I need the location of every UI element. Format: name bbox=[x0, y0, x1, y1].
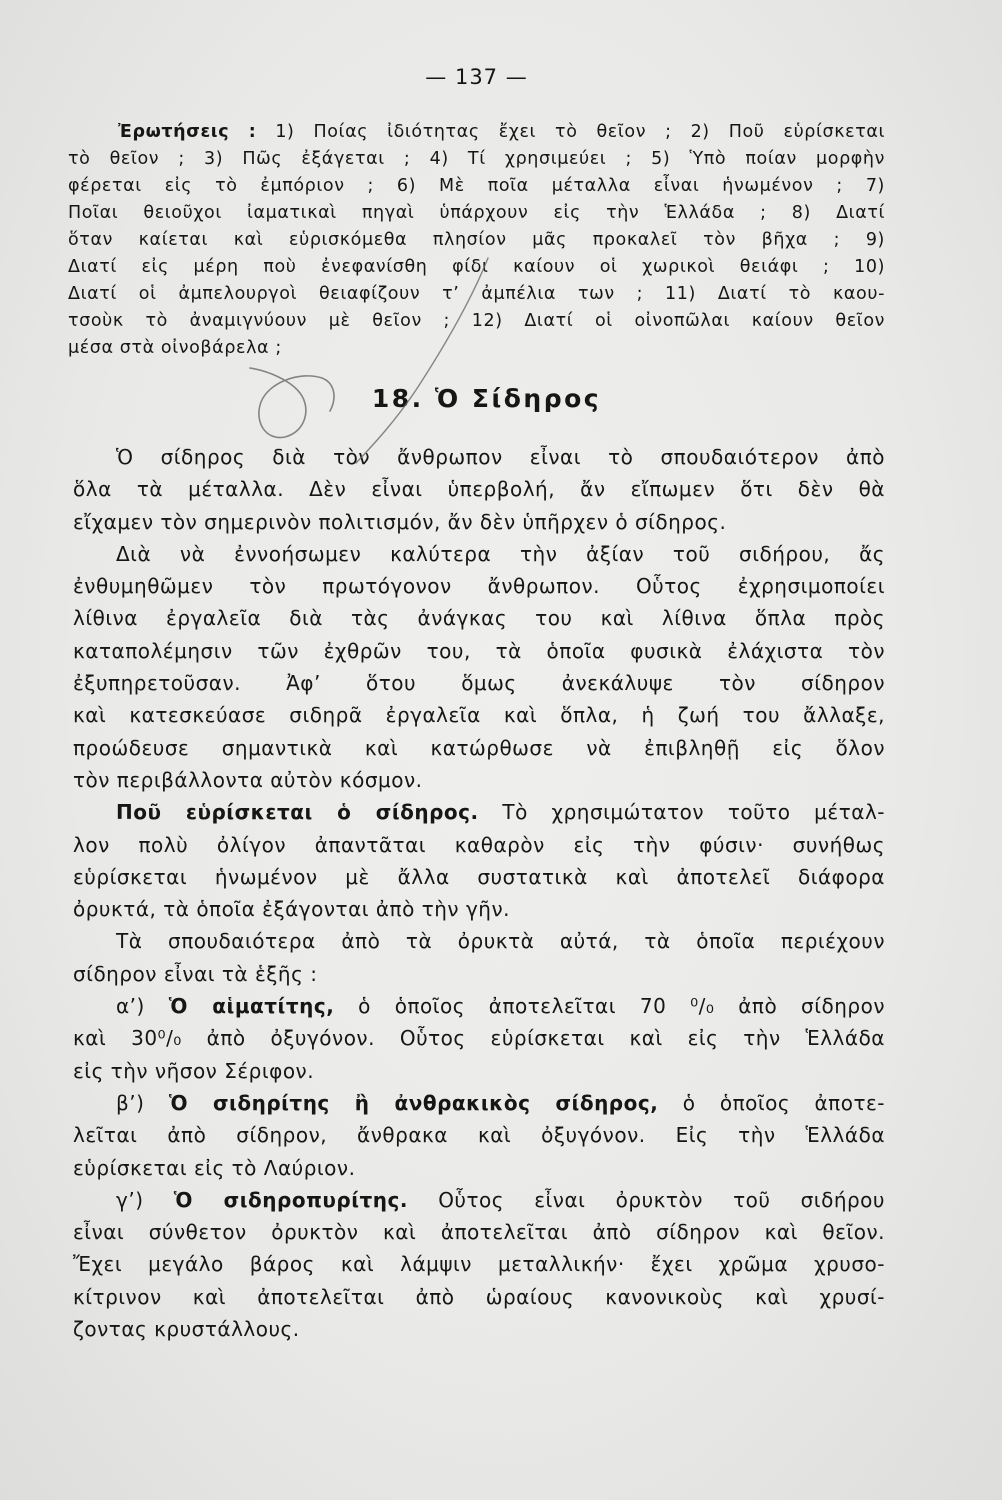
text-run: καὶ 30⁰/₀ ἀπὸ ὀξυγόνον. Οὗτος εὑρίσκεται καὶ εἰς τὴν Ἑλλάδα bbox=[73, 1026, 885, 1051]
text-line bbox=[73, 764, 885, 796]
bold-text-run: Ὁ αἱματίτης, bbox=[168, 994, 335, 1019]
text-run: λίθινα ἐργαλεῖα διὰ τὰς ἀνάγκας του καὶ λίθινα ὅπλα πρὸς bbox=[73, 606, 885, 631]
text-run: εἴχαμεν τὸν σημερινὸν πολιτισμόν, ἄν δὲν ὑπῆρχεν ὁ σίδηρος. bbox=[73, 509, 727, 534]
page-number: — 137 — bbox=[425, 65, 528, 89]
text-line bbox=[73, 538, 885, 570]
paragraph bbox=[73, 796, 885, 925]
text-run: φέρεται εἰς τὸ ἐμπόριον ; 6) Μὲ ποῖα μέταλλα εἶναι ἡνωμένον ; 7) bbox=[68, 176, 885, 196]
text-run: ἐνθυμηθῶμεν τὸν πρωτόγονον ἄνθρωπον. Οὗτος ἐχρησιμοποίει bbox=[73, 574, 885, 599]
text-run: Ἔχει μεγάλο βάρος καὶ λάμψιν μεταλλικήν· ἔχει χρῶμα χρυσο- bbox=[73, 1252, 885, 1277]
text-line bbox=[68, 173, 885, 200]
text-line bbox=[68, 146, 885, 173]
text-run: εἰς τὴν νῆσον Σέριφον. bbox=[73, 1058, 315, 1083]
bold-text-run: Ἐρωτήσεις : bbox=[118, 122, 257, 142]
text-run: εὑρίσκεται εἰς τὸ Λαύριον. bbox=[73, 1155, 356, 1180]
text-run: σίδηρον εἶναι τὰ ἑξῆς : bbox=[73, 961, 318, 986]
bold-text-run: Ποῦ εὑρίσκεται ὁ σίδηρος. bbox=[116, 800, 479, 825]
paragraph bbox=[73, 990, 885, 1087]
section-heading: 18. Ὁ Σίδηρος bbox=[371, 384, 602, 413]
text-run: ὅλα τὰ μέταλλα. Δὲν εἶναι ὑπερβολή, ἄν εἴπωμεν ὅτι δὲν θὰ bbox=[73, 477, 885, 502]
paragraph bbox=[73, 441, 885, 538]
text-line bbox=[73, 699, 885, 731]
text-run: α’) bbox=[116, 994, 169, 1019]
text-line bbox=[73, 861, 885, 893]
text-line bbox=[73, 667, 885, 699]
text-line bbox=[68, 281, 885, 308]
text-run: καὶ κατεσκεύασε σιδηρᾶ ἐργαλεῖα καὶ ὅπλα, ἡ ζωή του ἄλλαξε, bbox=[73, 703, 885, 728]
text-run: τὸ θεῖον ; 3) Πῶς ἐξάγεται ; 4) Τί χρησιμεύει ; 5) Ὑπὸ ποίαν μορφὴν bbox=[68, 149, 885, 169]
text-line bbox=[68, 119, 885, 146]
text-line bbox=[68, 254, 885, 281]
text-run: κίτρινον καὶ ἀποτελεῖται ἀπὸ ὡραίους κανονικοὺς καὶ χρυσί- bbox=[73, 1284, 885, 1309]
text-run: Διὰ νὰ ἐννοήσωμεν καλύτερα τὴν ἀξίαν τοῦ σιδήρου, ἄς bbox=[116, 541, 885, 566]
text-line bbox=[68, 200, 885, 227]
text-line bbox=[68, 227, 885, 254]
text-line bbox=[68, 335, 885, 362]
text-line bbox=[73, 893, 885, 925]
text-line bbox=[73, 1248, 885, 1280]
paragraph bbox=[73, 538, 885, 796]
section-body bbox=[73, 441, 885, 1345]
text-run: Ποῖαι θειοῦχοι ἰαματικαὶ πηγαὶ ὑπάρχουν εἰς τὴν Ἑλλάδα ; 8) Διατί bbox=[68, 203, 885, 223]
text-run: ἐξυπηρετοῦσαν. Ἀφ’ ὅτου ὅμως ἀνεκάλυψε τὸν σίδηρον bbox=[73, 671, 885, 696]
text-line bbox=[73, 1055, 885, 1087]
text-line bbox=[73, 1216, 885, 1248]
text-run: Διατί οἱ ἀμπελουργοὶ θειαφίζουν τ’ ἀμπέλια των ; 11) Διατί τὸ καου- bbox=[68, 284, 885, 304]
paragraph bbox=[73, 925, 885, 990]
review-questions bbox=[68, 119, 885, 362]
text-line bbox=[73, 990, 885, 1022]
text-line bbox=[73, 570, 885, 602]
text-line bbox=[73, 829, 885, 861]
text-line bbox=[73, 1152, 885, 1184]
paragraph bbox=[73, 1184, 885, 1345]
text-run: 1) Ποίας ἰδιότητας ἔχει τὸ θεῖον ; 2) Ποῦ εὑρίσκεται bbox=[256, 122, 885, 142]
text-run: Τὸ χρησιμώτατον τοῦτο μέταλ- bbox=[478, 800, 885, 825]
text-run: Ὁ σίδηρος διὰ τὸν ἄνθρωπον εἶναι τὸ σπουδαιότερον ἀπὸ bbox=[116, 445, 885, 469]
paragraph bbox=[68, 119, 885, 362]
text-line bbox=[73, 1119, 885, 1151]
text-run: λον πολὺ ὀλίγον ἀπαντᾶται καθαρὸν εἰς τὴν φύσιν· συνήθως bbox=[73, 832, 885, 857]
text-line bbox=[73, 796, 885, 828]
text-line bbox=[73, 1281, 885, 1313]
bold-text-run: Ὁ σιδηρίτης ἢ ἀνθρακικὸς σίδηρος, bbox=[168, 1090, 659, 1115]
text-run: ὅταν καίεται καὶ εὑρισκόμεθα πλησίον μᾶς προκαλεῖ τὸν βῆχα ; 9) bbox=[68, 230, 885, 250]
text-run: εἶναι σύνθετον ὀρυκτὸν καὶ ἀποτελεῖται ἀπὸ σίδηρον καὶ θεῖον. bbox=[73, 1220, 885, 1245]
text-run: ὀρυκτά, τὰ ὁποῖα ἐξάγονται ἀπὸ τὴν γῆν. bbox=[73, 897, 510, 922]
text-run: προώδευσε σημαντικὰ καὶ κατώρθωσε νὰ ἐπιβληθῇ εἰς ὅλον bbox=[73, 735, 885, 760]
text-run: ζοντας κρυστάλλους. bbox=[73, 1317, 300, 1342]
text-run: τὸν περιβάλλοντα αὐτὸν κόσμον. bbox=[73, 767, 423, 792]
text-run: μέσα στὰ οἰνοβάρελα ; bbox=[68, 338, 282, 358]
text-run: Τὰ σπουδαιότερα ἀπὸ τὰ ὀρυκτὰ αὐτά, τὰ ὁποῖα περιέχουν bbox=[116, 929, 885, 954]
text-line bbox=[68, 308, 885, 335]
text-line bbox=[73, 1022, 885, 1054]
text-line bbox=[73, 1087, 885, 1119]
paragraph bbox=[73, 1087, 885, 1184]
text-run: εὑρίσκεται ἡνωμένον μὲ ἄλλα συστατικὰ καὶ ἀποτελεῖ διάφορα bbox=[73, 864, 885, 889]
text-run: β’) bbox=[116, 1090, 169, 1115]
text-run: καταπολέμησιν τῶν ἐχθρῶν του, τὰ ὁποῖα φυσικὰ ἐλάχιστα τὸν bbox=[73, 638, 885, 663]
text-line bbox=[73, 506, 885, 538]
text-line bbox=[73, 958, 885, 990]
text-line bbox=[73, 1184, 885, 1216]
text-run: Οὗτος εἶναι ὀρυκτὸν τοῦ σιδήρου bbox=[407, 1187, 885, 1212]
text-line bbox=[73, 473, 885, 505]
text-line bbox=[73, 732, 885, 764]
text-run: λεῖται ἀπὸ σίδηρον, ἄνθρακα καὶ ὀξυγόνον. Εἰς τὴν Ἑλλάδα bbox=[73, 1123, 885, 1148]
text-line bbox=[73, 1313, 885, 1345]
text-run: γ’) bbox=[116, 1187, 174, 1212]
bold-text-run: Ὁ σιδηροπυρίτης. bbox=[173, 1187, 408, 1212]
text-line bbox=[73, 602, 885, 634]
text-run: τσοὺκ τὸ ἀναμιγνύουν μὲ θεῖον ; 12) Διατί οἱ οἰνοπῶλαι καίουν θεῖον bbox=[68, 311, 885, 331]
text-line bbox=[73, 925, 885, 957]
text-line bbox=[73, 635, 885, 667]
text-run: ὁ ὁποῖος ἀποτε- bbox=[658, 1090, 886, 1115]
text-line bbox=[73, 441, 885, 473]
text-run: ὁ ὁποῖος ἀποτελεῖται 70 ⁰/₀ ἀπὸ σίδηρον bbox=[334, 994, 885, 1019]
text-run: Διατί εἰς μέρη ποὺ ἐνεφανίσθη φίδι καίουν οἱ χωρικοὶ θειάφι ; 10) bbox=[68, 257, 885, 277]
